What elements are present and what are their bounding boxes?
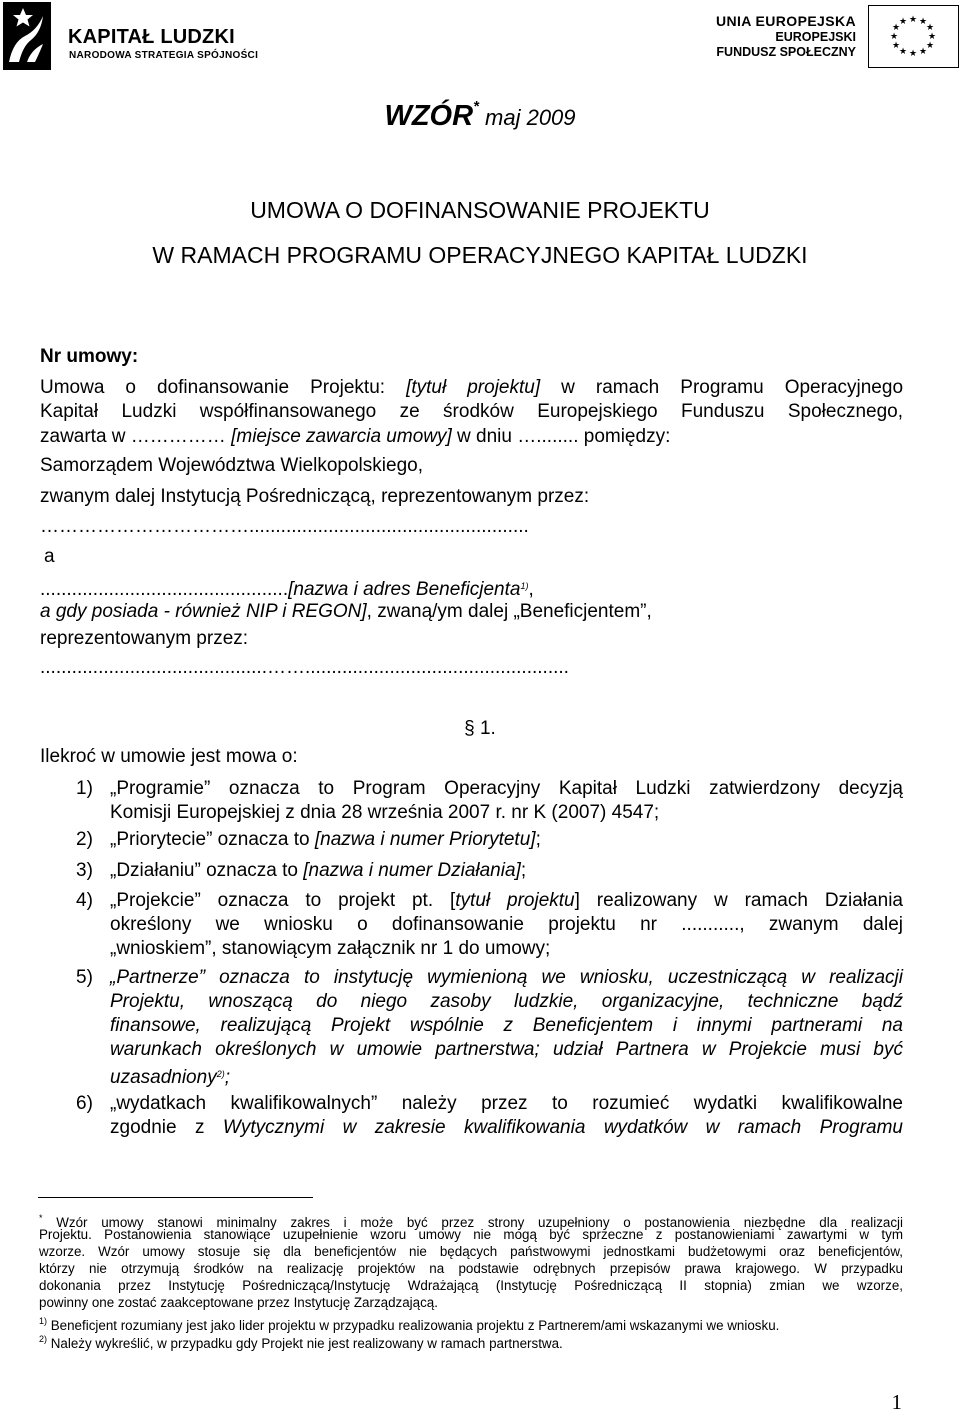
footnote-star-line-5: dokonania przez Instytucję Pośredniczącą/Instytucję Wdrażającą (Instytucję Pośredniczącą II stopnia) zmian we wzorze, — [39, 1278, 903, 1293]
text-run: Należy wykreślić, w przypadku gdy Projekt nie jest realizowany w ramach partnerstwa. — [47, 1336, 563, 1351]
eu-logo-text — [716, 14, 856, 61]
intro-line-1 — [40, 376, 903, 400]
text-run: Beneficjent rozumiany jest jako lider projektu w przypadku realizowania projektu z Partnerem/ami wskazanymi we wniosku. — [47, 1318, 780, 1333]
text-run: ; — [535, 829, 541, 850]
list-item-5-line-2: Projektu, wnoszącą do niego zasoby ludzkie, organizacyjne, techniczne bądź — [110, 991, 903, 1012]
list-item-1-line-2: Komisji Europejskiej z dnia 28 września 2007 r. nr K (2007) 4547; — [110, 802, 660, 823]
representative-dots-2: ...........................................…….................................................. — [40, 657, 569, 678]
list-item-5-line-5 — [110, 1062, 230, 1090]
page-number: 1 — [891, 1390, 902, 1414]
intro-line-5: zwanym dalej Instytucją Pośredniczącą, reprezentowanym przez: — [40, 486, 590, 507]
footnote-mark: * — [39, 1213, 43, 1223]
text-run: „Projekcie” oznacza to projekt pt. [ — [110, 890, 456, 911]
intro-line-8 — [40, 574, 534, 602]
eu-logo-line1: UNIA EUROPEJSKA — [715, 13, 856, 29]
svg-text:★: ★ — [908, 49, 918, 59]
guidelines-title: Wytycznymi w zakresie kwalifikowania wydatków w ramach Programu — [222, 1117, 903, 1138]
text-run: ; — [520, 860, 527, 881]
intro-line-2: Kapitał Ludzki współfinansowanego ze środków Europejskiego Funduszu Społecznego, — [40, 401, 903, 422]
text-run: „Priorytecie” oznacza to — [110, 829, 315, 850]
footnote-star-line-3: wzorze. Wzór umowy stosuje się dla beneficjentów nie będących państwowymi jednostkami budżetowymi oraz beneficjentów, — [39, 1244, 903, 1259]
svg-text:★: ★ — [891, 41, 901, 51]
list-item-5-line-3: finansowe, realizującą Projekt wspólnie z Beneficjentem i innymi partnerami na — [110, 1015, 903, 1036]
list-item-number: 1) — [76, 778, 93, 799]
list-item-number: 6) — [76, 1093, 93, 1114]
logo-subtitle: NARODOWA STRATEGIA SPÓJNOŚCI — [69, 50, 259, 61]
list-item-number: 3) — [76, 860, 93, 881]
text-run: , — [528, 579, 534, 600]
document-mark — [0, 98, 960, 133]
representative-dots-1: ……………………………..................................................... — [40, 516, 529, 537]
text-run: ............................................... — [40, 579, 289, 600]
definitions-lead: Ilekroć w umowie jest mowa o: — [40, 746, 298, 767]
list-item-3 — [110, 859, 526, 883]
beneficiary-placeholder: [nazwa i adres Beneficjenta — [288, 579, 521, 600]
footnote-ref: 1) — [520, 581, 529, 591]
place-placeholder: [miejsce zawarcia umowy] — [231, 426, 452, 447]
svg-text:★: ★ — [898, 47, 908, 57]
text-run: , zwaną/ym dalej „Beneficjentem”, — [366, 601, 652, 622]
list-item-5-line-4: warunkach określonych w umowie partnerstwa; udział Partnera w Projekcie musi być — [110, 1039, 903, 1060]
list-item-4-line-3: „wnioskiem”, stanowiącym załącznik nr 1 do umowy; — [110, 938, 551, 959]
list-item-4-line-1 — [110, 889, 903, 913]
svg-text:★: ★ — [918, 17, 928, 27]
text-run: Wzór umowy stanowi minimalny zakres i może być przez strony uzupełniony o postanowienia niezbędne dla realizacji — [42, 1215, 903, 1230]
intro-line-9 — [40, 600, 652, 624]
text-run: w dniu …........ pomiędzy: — [451, 426, 671, 447]
svg-text:★: ★ — [927, 32, 937, 42]
svg-text:★: ★ — [908, 15, 918, 25]
svg-text:★: ★ — [925, 23, 935, 33]
text-run: zawarta w …………… — [40, 426, 232, 447]
logo-title: KAPITAŁ LUDZKI — [68, 26, 235, 48]
list-item-number: 2) — [76, 829, 93, 850]
footnote-star-line-4: którzy nie otrzymują środków na realizację projektów na podstawie odrębnych przepisów prawa krajowego. W przypadku — [39, 1261, 903, 1276]
eu-logo-line3: FUNDUSZ SPOŁECZNY — [716, 45, 856, 59]
project-title-placeholder: [tytuł projektu] — [406, 377, 541, 398]
paragraph-heading: § 1. — [464, 718, 496, 739]
footnote-star-line-2: Projektu. Postanowienia stanowiące uzupełnienie wzoru umowy nie mogą być sprzeczne z postanowieniami zawartymi w tym — [39, 1227, 903, 1242]
text-run: zgodnie z — [110, 1117, 223, 1138]
list-item-2 — [110, 828, 541, 852]
text-run: Umowa o dofinansowanie Projektu: — [40, 377, 407, 398]
footnote-separator — [38, 1197, 313, 1198]
footnote-mark: 2) — [39, 1334, 48, 1344]
eu-logo-line2: EUROPEJSKI — [775, 29, 856, 44]
list-item-5-line-1: „Partnerze” oznacza to instytucję wymienioną we wniosku, uczestniczącą w realizacji — [110, 967, 903, 988]
svg-text:★: ★ — [918, 47, 928, 57]
text-run: ] realizowany w ramach Działania — [574, 890, 903, 911]
intro-line-4: Samorządem Województwa Wielkopolskiego, — [40, 455, 423, 476]
list-item-6-line-2 — [110, 1116, 903, 1140]
action-placeholder: [nazwa i numer Działania] — [303, 860, 521, 881]
document-title-line2: W RAMACH PROGRAMU OPERACYJNEGO KAPITAŁ LUDZKI — [152, 242, 808, 268]
svg-text:★: ★ — [891, 23, 901, 33]
intro-line-3 — [40, 425, 670, 449]
footnote-2 — [39, 1331, 903, 1352]
document-date: maj 2009 — [478, 105, 576, 130]
nip-regon-placeholder: a gdy posiada - również NIP i REGON] — [40, 601, 367, 622]
project-title-placeholder: tytuł projektu — [455, 890, 575, 911]
footnote-star-line-6: powinny one zostać zaakceptowane przez Instytucję Zarządzającą. — [39, 1295, 438, 1310]
kapital-ludzki-emblem-icon — [3, 2, 51, 70]
svg-text:★: ★ — [889, 32, 899, 42]
list-item-6-line-1: „wydatkach kwalifikowalnych” należy przez to rozumieć wydatki kwalifikowalne — [110, 1093, 903, 1114]
footnote-ref: 2) — [216, 1069, 225, 1079]
svg-text:★: ★ — [925, 41, 935, 51]
text-run: w ramach Programu Operacyjnego — [540, 377, 904, 398]
intro-line-10: reprezentowanym przez: — [40, 628, 249, 649]
text-run: ; — [224, 1067, 230, 1088]
wzor-label: WZÓR — [384, 100, 474, 132]
list-item-4-line-2: określony we wniosku o dofinansowanie projektu nr ..........., zwanym dalej — [110, 914, 903, 935]
kapital-ludzki-logo — [3, 2, 303, 70]
priority-placeholder: [nazwa i numer Priorytetu] — [314, 829, 536, 850]
list-item-number: 4) — [76, 890, 93, 911]
footnote-mark: 1) — [39, 1316, 48, 1326]
text-run: uzasadniony — [110, 1067, 217, 1088]
text-run: „Działaniu” oznacza to — [110, 860, 304, 881]
eu-flag-icon — [868, 5, 959, 68]
contract-number-label: Nr umowy: — [40, 346, 139, 367]
list-item-1-line-1: „Programie” oznacza to Program Operacyjny Kapitał Ludzki zatwierdzony decyzją — [110, 778, 903, 799]
conjunction-a: a — [44, 546, 55, 567]
svg-text:★: ★ — [898, 17, 908, 27]
document-title-line1: UMOWA O DOFINANSOWANIE PROJEKTU — [250, 197, 710, 223]
wzor-footnote-mark: * — [473, 98, 479, 115]
list-item-number: 5) — [76, 967, 93, 988]
